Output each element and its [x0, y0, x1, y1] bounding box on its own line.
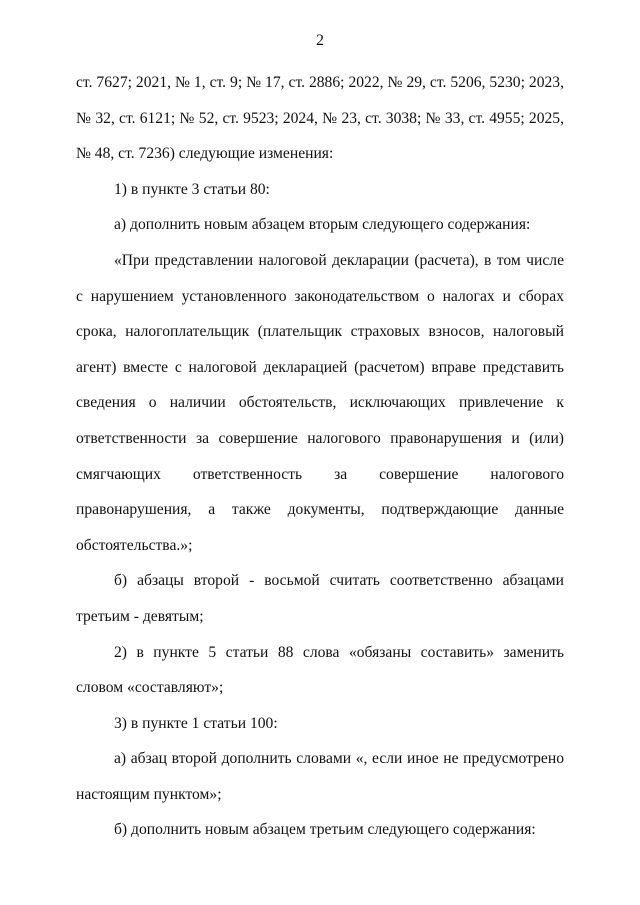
paragraph-item-1a: а) дополнить новым абзацем вторым следующего содержания:: [114, 216, 531, 234]
paragraph-item-1: 1) в пункте 3 статьи 80:: [114, 180, 270, 198]
document-body: [76, 65, 564, 848]
paragraph-amendment-citations: ст. 7627; 2021, № 1, ст. 9; № 17, ст. 2886; 2022, № 29, ст. 5206, 5230; 2023, № 32, ст. 6121; № 52, ст. 9523; 2024, № 23, ст. 3038; № 33, ст. 4955; 2025, № 48, ст. 7236) следующие изменения:: [76, 74, 564, 163]
paragraph-item-3b: б) дополнить новым абзацем третьим следующего содержания:: [114, 821, 536, 839]
paragraph-item-2: 2) в пункте 5 статьи 88 слова «обязаны составить» заменить словом «составляют»;: [76, 643, 564, 697]
paragraph-quoted-text: «При представлении налоговой декларации (расчета), в том числе с нарушением установленного законодательством о налогах и сборах срока, налогоплательщик (плательщик страховых взносов, налоговый агент) вместе с налоговой декларацией (расчетом) вправе представить сведения о наличии обстоятельств, исключающих привлечение к ответственности за совершение налогового правонарушения и (или) смягчающих ответственность за совершение налогового правонарушения, а также документы, подтверждающие данные обстоятельства.»;: [76, 251, 564, 554]
page-number: 2: [316, 32, 324, 49]
paragraph-item-1b: б) абзацы второй - восьмой считать соответственно абзацами третьим - девятым;: [76, 572, 564, 625]
paragraph-item-3a: а) абзац второй дополнить словами «, если иное не предусмотрено настоящим пунктом»;: [76, 750, 564, 803]
paragraph-item-3: 3) в пункте 1 статьи 100:: [114, 714, 278, 732]
